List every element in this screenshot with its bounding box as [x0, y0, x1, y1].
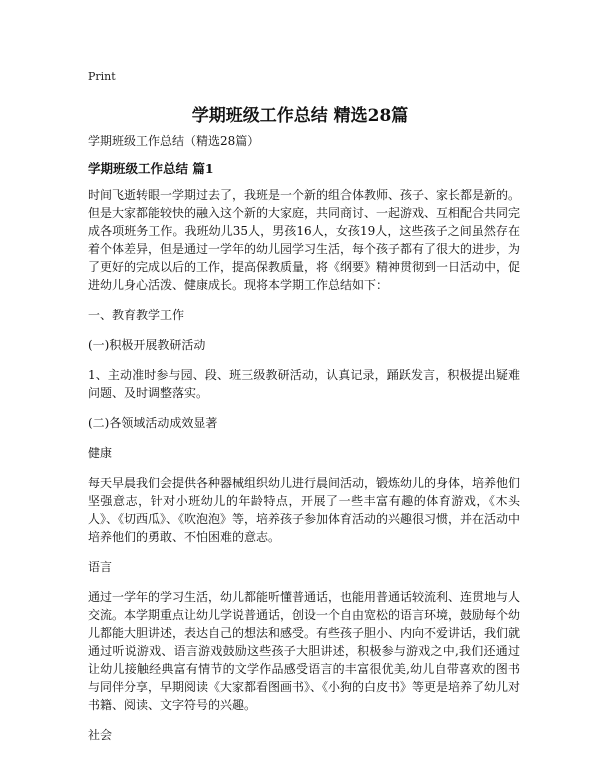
paragraph-intro: 时间飞逝转眼一学期过去了，我班是一个新的组合体教师、孩子、家长都是新的。但是大家都能较快的融入这个新的大家庭，共同商讨、一起游戏、互相配合共同完成各项班务工作。我班幼儿35人，男孩16人，女孩19人，这些孩子之间虽然存在着个体差异，但是通过一学年的幼儿园学习生活，每个孩子都有了很大的进步，为了更好的完成以后的工作，提高保教质量，将《纲要》精神贯彻到一日活动中，促进幼儿身心活泼、健康成长。现将本学期工作总结如下：	[88, 188, 521, 292]
paragraph-language: 通过一学年的学习生活，幼儿都能听懂普通话，也能用普通话较流利、连贯地与人交流。本学期重点让幼儿学说普通话，创设一个自由宽松的语言环境，鼓励每个幼儿都能大胆讲述，表达自己的想法和感受。有些孩子胆小、内向不爱讲话，我们就通过听说游戏、语言游戏鼓励这些孩子大胆讲述，积极参与游戏之中,我们还通过让幼儿接触经典富有情节的文学作品感受语言的丰富很优美,幼儿自带喜欢的图书与同伴分享，早期阅读《大家都看图画书》、《小狗的白皮书》等更是培养了幼儿对书籍、阅读、文字符号的兴趣。	[88, 590, 521, 712]
section-title: 学期班级工作总结 篇1	[88, 161, 214, 176]
heading-society: 社会	[88, 728, 113, 742]
paragraph-health: 每天早晨我们会提供各种器械组织幼儿进行晨间活动，锻炼幼儿的身体，培养他们坚强意志，针对小班幼儿的年龄特点，开展了一些丰富有趣的体育游戏，《木头人》、《切西瓜》、《吹泡泡》等，培养孩子参加体育活动的兴趣很习惯，并在活动中培养他们的勇敢、不怕困难的意志。	[88, 476, 521, 544]
heading-language: 语言	[88, 560, 113, 574]
document-body	[88, 132, 520, 756]
heading-research-activities: (一)积极开展教研活动	[88, 338, 206, 352]
heading-health: 健康	[88, 446, 113, 460]
print-label: Print	[88, 70, 116, 83]
heading-teaching-work: 一、教育教学工作	[88, 308, 185, 322]
document-title: 学期班级工作总结 精选28篇	[191, 106, 409, 126]
paragraph-research: 1、主动准时参与园、段、班三级教研活动，认真记录，踊跃发言，积极提出疑难问题、及时调整落实。	[88, 368, 520, 400]
document-subtitle: 学期班级工作总结（精选28篇）	[88, 134, 260, 148]
heading-domain-activities: (二)各领域活动成效显著	[88, 416, 218, 430]
